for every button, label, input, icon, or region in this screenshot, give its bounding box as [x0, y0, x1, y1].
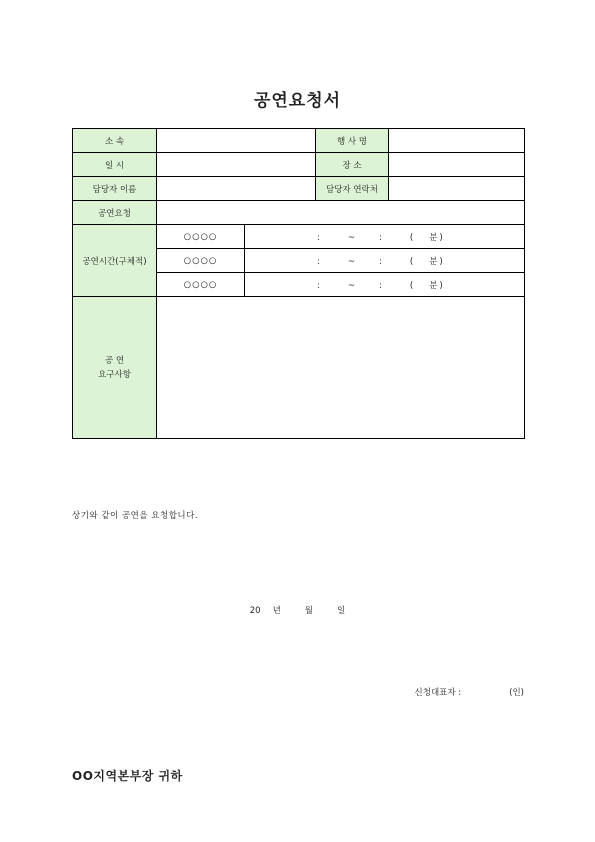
- time-colon: :: [317, 256, 320, 267]
- event-name-label: 행 사 명: [316, 129, 389, 153]
- duration-open: (: [409, 280, 414, 291]
- performer-name-1[interactable]: ○○○○: [157, 225, 245, 249]
- duration-close: ): [439, 280, 443, 291]
- date-day-unit: 일: [337, 606, 346, 616]
- affiliation-field[interactable]: [157, 129, 316, 153]
- duration-open: (: [409, 232, 414, 243]
- request-statement: 상기와 같이 공연을 요청합니다.: [72, 511, 199, 521]
- time-colon: :: [317, 232, 320, 243]
- performance-time-label: 공연시간(구체적): [73, 225, 157, 297]
- request-form-table: [72, 128, 525, 439]
- event-name-field[interactable]: [389, 129, 525, 153]
- document-title: 공연요청서: [253, 91, 342, 111]
- date-line: [0, 604, 595, 616]
- contact-name-label: 담당자 이름: [73, 177, 157, 201]
- datetime-field[interactable]: [157, 153, 316, 177]
- row-time-1: [73, 225, 525, 249]
- affiliation-label: 소 속: [73, 129, 157, 153]
- duration-close: ): [439, 256, 443, 267]
- time-tilde: ~: [347, 280, 355, 291]
- seal-mark: (인): [509, 688, 524, 698]
- requirements-label-line2: 요구사항: [98, 369, 131, 380]
- row-requirements: [73, 297, 525, 439]
- datetime-label: 일 시: [73, 153, 157, 177]
- venue-label: 장 소: [316, 153, 389, 177]
- date-month-unit: 월: [304, 606, 314, 616]
- contact-phone-field[interactable]: [389, 177, 525, 201]
- performance-time-1[interactable]: [245, 225, 525, 249]
- duration-close: ): [439, 232, 443, 243]
- performance-time-3[interactable]: [245, 273, 525, 297]
- row-performance-request: [73, 201, 525, 225]
- row-datetime: [73, 153, 525, 177]
- contact-name-field[interactable]: [157, 177, 316, 201]
- performer-name-2[interactable]: ○○○○: [157, 249, 245, 273]
- applicant-label: 신청대표자 :: [414, 688, 462, 698]
- duration-open: (: [409, 256, 414, 267]
- contact-phone-label: 담당자 연락처: [316, 177, 389, 201]
- recipient: OO지역본부장 귀하: [72, 769, 183, 783]
- requirements-field[interactable]: [157, 297, 525, 439]
- performer-name-3[interactable]: ○○○○: [157, 273, 245, 297]
- applicant-line: [0, 686, 524, 698]
- duration-unit: 분: [429, 280, 438, 291]
- duration-unit: 분: [429, 232, 438, 243]
- performance-request-field[interactable]: [157, 201, 525, 225]
- time-colon: :: [317, 280, 320, 291]
- requirements-label: [73, 297, 157, 439]
- time-colon: :: [379, 256, 382, 267]
- date-year-prefix: 20: [249, 606, 261, 616]
- date-year-unit: 년: [272, 606, 281, 616]
- performance-time-2[interactable]: [245, 249, 525, 273]
- venue-field[interactable]: [389, 153, 525, 177]
- requirements-label-line1: 공 연: [104, 355, 125, 366]
- time-colon: :: [379, 280, 382, 291]
- row-affiliation: [73, 129, 525, 153]
- duration-unit: 분: [429, 256, 438, 267]
- performance-request-label: 공연요청: [73, 201, 157, 225]
- time-tilde: ~: [347, 232, 355, 243]
- row-contact: [73, 177, 525, 201]
- time-colon: :: [379, 232, 382, 243]
- time-tilde: ~: [347, 256, 355, 267]
